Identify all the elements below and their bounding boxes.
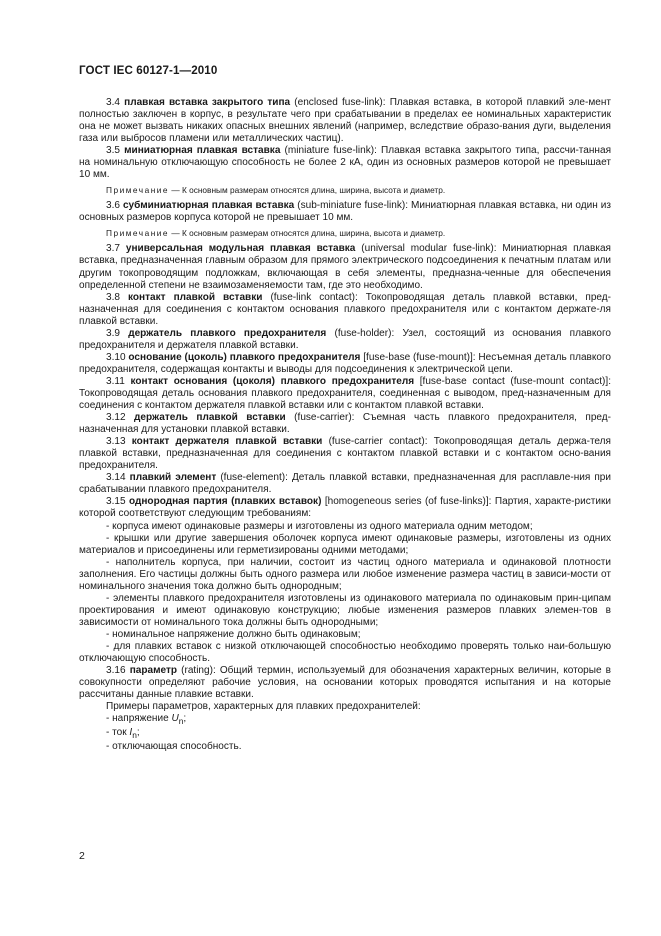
clause-3-13: 3.13 контакт держателя плавкой вставки (fuse-carrier contact): Токопроводящая деталь держа-теля плавкой вставки, предназначенная для соединения с контактом плавкой вставки и с контактом осно-вания предохранителя. [79,436,611,472]
term: параметр [129,665,178,677]
term: миниатюрная плавкая вставка [124,145,281,157]
clause-3-14: 3.14 плавкий элемент (fuse-element): Деталь плавкой вставки, предназначенная для расплавле-ния при срабатывании плавкого предохранителя. [79,472,611,496]
list-item: - для плавких вставок с низкой отключающей способностью необходимо проверять только наи-большую отключающую способность. [79,640,611,665]
examples-intro: Примеры параметров, характерных для плавких предохранителей: [106,701,421,713]
clause-3-9: 3.9 держатель плавкого предохранителя (fuse-holder): Узел, состоящий из основания плавкого предохранителя и держателя плавкой вставки. [79,327,611,351]
clause-3-15: 3.15 однородная партия (плавких вставок) [homogeneous series (of fuse-links)]: Партия, характе-ристики которой соответствуют следующим требованиям: [79,496,611,520]
page-number: 2 [79,850,85,862]
clause-3-5: 3.5 миниатюрная плавкая вставка (miniature fuse-link): Плавкая вставка закрытого типа, рассчи-танная на номинальную отключающую способность не более 2 кА, один из основных размеров которой не превышает 10 мм. [79,145,612,181]
term: плавкий элемент [129,472,217,484]
clause-3-10: 3.10 основание (цоколь) плавкого предохранителя [fuse-base (fuse-mount)]: Несъемная деталь плавкого предохранителя, содержащая контакты и выводы для подсоединения к электрической цепи. [79,351,611,375]
term: контакт основания (цоколя) плавкого предохранителя [130,375,415,387]
clause-3-16: 3.16 параметр (rating): Общий термин, используемый для обозначения характерных величин, которые в совокупности определяют рабочие условия, на основании которых проводятся испытания и на которые рассчитаны данные плавкие вставки. [79,665,611,701]
term: однородная партия (плавких вставок) [128,496,322,508]
list-item: - номинальное напряжение должно быть одинаковым; [106,628,361,640]
term: универсальная модульная плавкая вставка [125,243,356,255]
list-item: - наполнитель корпуса, при наличии, состоит из частиц одного материала и одинаковой плотности заполнения. Его частицы должны быть одного размера или любое изменение размера частиц в зависи-мости от номинального значения тока должно быть однородным; [79,556,611,592]
list-item: - корпуса имеют одинаковые размеры и изготовлены из одного материала одним методом; [106,520,533,532]
term: контакт плавкой вставки [128,291,263,303]
page-header: ГОСТ IEC 60127-1—2010 [79,64,218,77]
example-breaking-capacity: - отключающая способность. [106,741,242,753]
term: плавкая вставка закрытого типа [124,97,291,108]
page-content [79,97,611,753]
clause-3-6: 3.6 субминиатюрная плавкая вставка (sub-miniature fuse-link): Миниатюрная плавкая вставка, ни один из основных размеров корпуса которой не превышает 10 мм. [79,200,612,224]
example-current: - ток $I_n$; [106,727,140,741]
example-voltage: - напряжение $U_n$; [106,713,187,727]
term: контакт держателя плавкой вставки [131,436,323,448]
clause-3-11: 3.11 контакт основания (цоколя) плавкого предохранителя [fuse-base contact (fuse-mount contact)]: Токопроводящая деталь основания плавкого предохранителя, соединенная с выводом, пред-назначенным для соединения с контактом держателя плавкой вставки или с контактом плавкой вставки. [79,375,611,412]
clause-3-12: 3.12 держатель плавкой вставки (fuse-carrier): Съемная часть плавкого предохранителя, пред-назначенная для установки плавкой вставки. [79,412,612,436]
list-item: - крышки или другие завершения оболочек корпуса имеют одинаковые размеры, изготовлены из одних материалов и присоединены или герметизированы одними методами; [79,532,611,556]
term: держатель плавкого предохранителя [128,327,327,339]
list-item: - элементы плавкого предохранителя изготовлены из одинакового материала по одинаковым прин-ципам проектирования и имеют одинаковую конструкцию; любые изменения размеров плавких элемен-тов в зависимости от номинального тока должны быть однородными; [79,592,611,628]
note-2: Примечание — К основным размерам относятся длина, ширина, высота и диаметр. [106,228,446,239]
term: держатель плавкой вставки [134,412,286,424]
term: субминиатюрная плавкая вставка [122,200,295,212]
clause-3-7: 3.7 универсальная модульная плавкая вставка (universal modular fuse-link): Миниатюрная плавкая вставка, предназначенная главным образом для прямого электрического подсоединения к печатным платам или другим токопроводящим подложкам, включающая в себя элементы, предназна-ченные для обеспечения определенной степени не взаимозаменяемости там, где это необходимо. [79,243,611,291]
clause-3-4: 3.4 плавкая вставка закрытого типа (enclosed fuse-link): Плавкая вставка, в которой плавкий эле-мент полностью заключен в корпус, в результате чего при срабатывании в пределах ее номинальных характеристик она не может вызвать никаких опасных внешних явлений (например, вследствие образо-вания дуги, выделения газа или выбросов пламени или металлических частиц). [79,97,611,145]
note-1: Примечание — К основным размерам относятся длина, ширина, высота и диаметр. [106,185,446,196]
clause-3-8: 3.8 контакт плавкой вставки (fuse-link contact): Токопроводящая деталь плавкой вставки, пред-назначенная для соединения с контактом основания плавкого предохранителя или с контактом держате-ля плавкой вставки. [79,291,611,327]
term: основание (цоколь) плавкого предохранителя [128,351,361,363]
